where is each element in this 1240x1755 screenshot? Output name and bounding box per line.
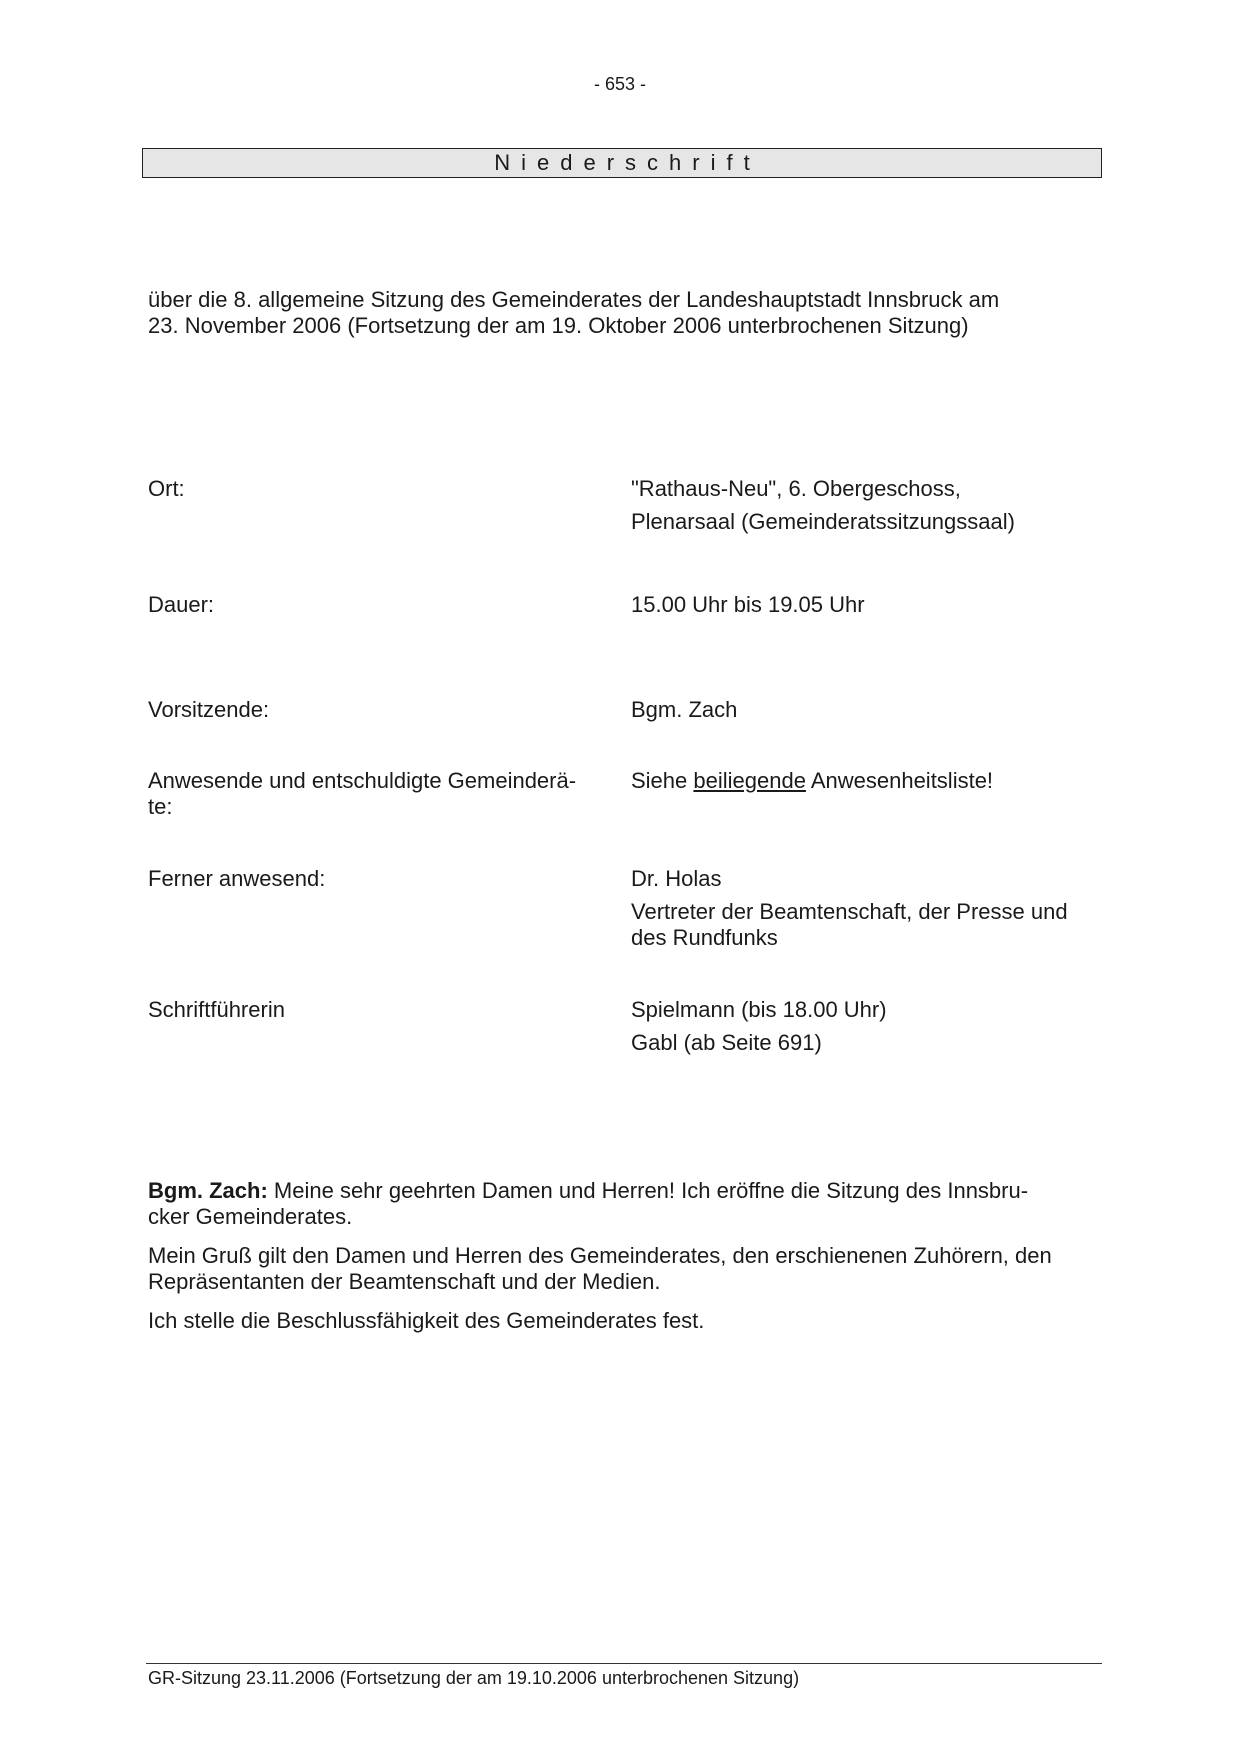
dauer-value-line: 15.00 Uhr bis 19.05 Uhr <box>631 592 865 617</box>
schriftfuehrerin-value-line-2: Gabl (ab Seite 691) <box>631 1030 822 1055</box>
ort-value <box>631 476 1111 542</box>
anwesende-label-line-1: Anwesende und entschuldigte Gemeinderä- <box>148 768 577 793</box>
ort-label: Ort: <box>148 476 185 501</box>
page-number: - 653 - <box>593 74 647 94</box>
ferner-value <box>631 866 1111 958</box>
dauer-value <box>631 592 1111 625</box>
ferner-label: Ferner anwesend: <box>148 866 326 891</box>
ort-value-line-2: Plenarsaal (Gemeinderatssitzungssaal) <box>631 509 1015 534</box>
vorsitzende-value <box>631 697 1111 730</box>
anwesende-label-line-2: te: <box>148 794 173 819</box>
footer-divider <box>146 1663 1102 1664</box>
intro-paragraph <box>148 287 1108 339</box>
anwesende-value <box>631 768 1111 801</box>
vorsitzende-label: Vorsitzende: <box>148 697 270 722</box>
ferner-value-line-2 <box>631 899 1111 951</box>
speech-paragraph-1 <box>148 1178 1108 1230</box>
schriftfuehrerin-value-line-1: Spielmann (bis 18.00 Uhr) <box>631 997 887 1022</box>
ferner-value-2a: Vertreter der Beamtenschaft, der Presse und <box>631 899 1068 924</box>
speech-paragraph-2 <box>148 1243 1108 1295</box>
anwesende-label <box>148 768 608 820</box>
intro-line-2: 23. November 2006 (Fortsetzung der am 19. Oktober 2006 unterbrochenen Sitzung) <box>148 313 969 338</box>
intro-line-1: über die 8. allgemeine Sitzung des Gemeinderates der Landeshauptstadt Innsbruck am <box>148 287 1000 312</box>
speech-p1-line-2: cker Gemeinderates. <box>148 1204 353 1229</box>
speech-p2-line-2: Repräsentanten der Beamtenschaft und der Medien. <box>148 1269 661 1294</box>
ferner-value-2b: des Rundfunks <box>631 925 778 950</box>
schriftfuehrerin-value <box>631 997 1111 1063</box>
speech-paragraph-3: Ich stelle die Beschlussfähigkeit des Gemeinderates fest. <box>148 1308 705 1333</box>
speech-p2-line-1: Mein Gruß gilt den Damen und Herren des Gemeinderates, den erschienenen Zuhörern, den <box>148 1243 1052 1268</box>
anwesende-value-post: Anwesenheitsliste! <box>805 768 994 793</box>
speech-p1-line-1: Meine sehr geehrten Damen und Herren! Ich eröffne die Sitzung des Innsbru- <box>267 1178 1029 1203</box>
ort-value-line-1: "Rathaus-Neu", 6. Obergeschoss, <box>631 476 961 501</box>
anwesende-value-pre: Siehe <box>631 768 694 793</box>
document-title: Niederschrift <box>142 148 1102 178</box>
schriftfuehrerin-label: Schriftführerin <box>148 997 285 1022</box>
speech-block <box>148 1178 1108 1347</box>
vorsitzende-value-line: Bgm. Zach <box>631 697 738 722</box>
page-footer: GR-Sitzung 23.11.2006 (Fortsetzung der am 19.10.2006 unterbrochenen Sitzung) <box>148 1668 800 1688</box>
dauer-label: Dauer: <box>148 592 215 617</box>
speaker-name: Bgm. Zach: <box>148 1178 268 1203</box>
anwesende-value-underlined: beiliegende <box>693 768 806 793</box>
anwesende-value-line <box>631 768 1111 794</box>
ferner-value-line-1: Dr. Holas <box>631 866 722 891</box>
